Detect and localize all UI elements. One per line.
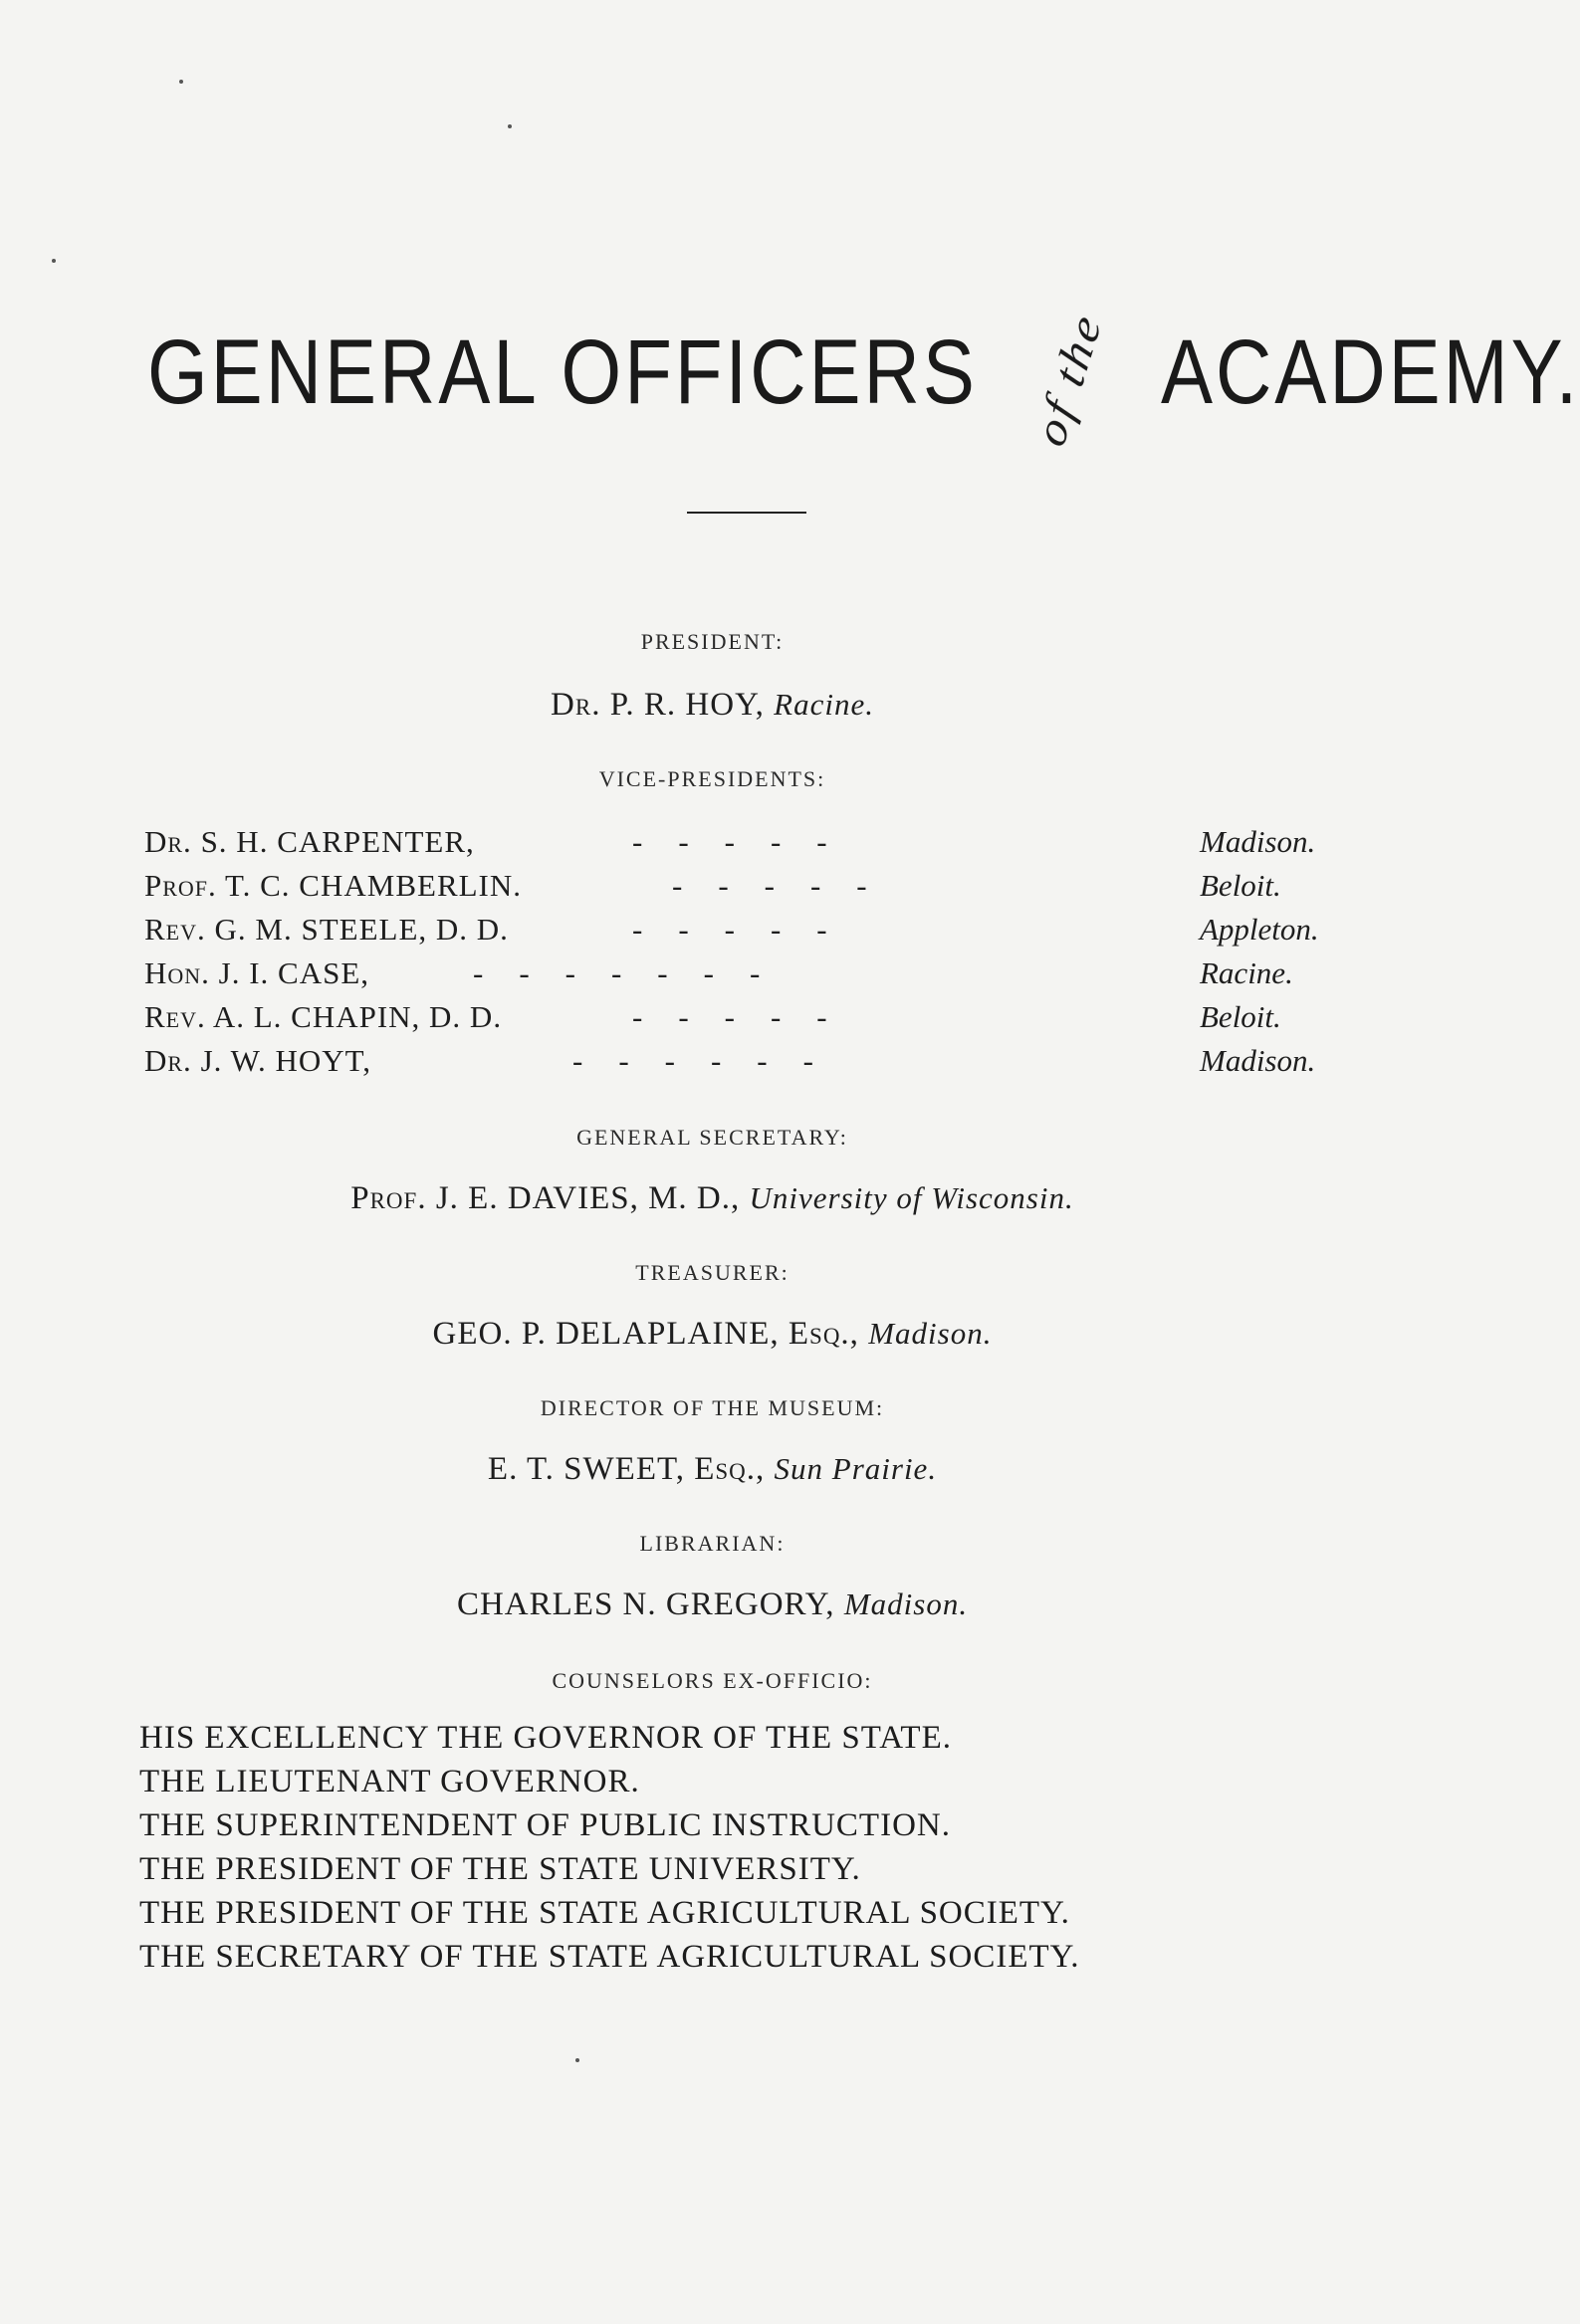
director-heading: DIRECTOR OF THE MUSEUM:: [540, 1395, 885, 1420]
librarian-place: Madison.: [843, 1586, 969, 1621]
vice-president-dashes: - - - - -: [632, 824, 828, 859]
vice-president-dashes: - - - - -: [672, 868, 868, 903]
title-left: GENERAL OFFICERS: [147, 319, 978, 424]
director-line: [0, 1451, 1425, 1488]
title-ornament: of the: [1025, 304, 1112, 454]
title-right: ACADEMY.: [1160, 319, 1580, 424]
vice-president-name: Prof. T. C. CHAMBERLIN.: [144, 868, 523, 903]
treasurer-name: GEO. P. DELAPLAINE,: [432, 1316, 780, 1352]
general-secretary-line: [0, 1180, 1425, 1217]
general-secretary-heading: GENERAL SECRETARY:: [576, 1125, 848, 1150]
vice-president-dashes: - - - - - - -: [473, 955, 762, 990]
vice-president-place: Appleton.: [1200, 912, 1319, 947]
president-prefix: Dr.: [551, 687, 601, 723]
director-name: E. T. SWEET,: [487, 1451, 685, 1487]
counselor-item: HIS EXCELLENCY THE GOVERNOR OF THE STATE.: [139, 1720, 952, 1756]
librarian-name: CHARLES N. GREGORY,: [456, 1586, 835, 1622]
vice-president-name: Rev. G. M. STEELE, D. D.: [144, 912, 509, 947]
counselors-heading: COUNSELORS EX-OFFICIO:: [552, 1668, 873, 1693]
vice-president-dashes: - - - - - -: [572, 1043, 814, 1078]
director-suffix: Esq.,: [694, 1451, 766, 1487]
counselor-item: THE PRESIDENT OF THE STATE UNIVERSITY.: [139, 1851, 861, 1887]
treasurer-line: [0, 1316, 1425, 1353]
vice-president-row: [144, 955, 1329, 999]
treasurer-suffix: Esq.,: [788, 1316, 859, 1352]
vice-president-dashes: - - - - -: [632, 912, 828, 947]
vice-president-place: Racine.: [1200, 955, 1293, 990]
vice-president-name: Hon. J. I. CASE,: [144, 955, 370, 990]
counselor-item: THE SECRETARY OF THE STATE AGRICULTURAL SOCIETY.: [139, 1939, 1080, 1975]
general-secretary-name: J. E. DAVIES, M. D.,: [435, 1180, 741, 1216]
vice-president-row: [144, 868, 1329, 912]
paper-speck: [508, 124, 512, 128]
librarian-heading: LIBRARIAN:: [639, 1531, 786, 1556]
vice-president-place: Madison.: [1200, 1043, 1316, 1078]
paper-speck: [52, 259, 56, 263]
counselor-item: THE PRESIDENT OF THE STATE AGRICULTURAL SOCIETY.: [139, 1895, 1070, 1931]
vice-president-row: [144, 912, 1329, 955]
treasurer-heading: TREASURER:: [635, 1260, 790, 1285]
vice-president-row: [144, 824, 1329, 868]
general-secretary-place: University of Wisconsin.: [749, 1180, 1074, 1215]
general-secretary-prefix: Prof.: [350, 1180, 427, 1216]
vice-president-place: Beloit.: [1200, 999, 1281, 1034]
vice-president-name: Dr. S. H. CARPENTER,: [144, 824, 475, 859]
vice-president-place: Madison.: [1200, 824, 1316, 859]
president-heading: PRESIDENT:: [640, 629, 785, 654]
vice-president-name: Dr. J. W. HOYT,: [144, 1043, 372, 1078]
page-title: [147, 304, 1580, 454]
president-name: P. R. HOY,: [609, 687, 765, 723]
librarian-line: [0, 1586, 1425, 1623]
director-place: Sun Prairie.: [774, 1451, 938, 1486]
president-line: [0, 687, 1425, 724]
vice-president-name: Rev. A. L. CHAPIN, D. D.: [144, 999, 503, 1034]
vice-president-dashes: - - - - -: [632, 999, 828, 1034]
vice-presidents-heading: VICE-PRESIDENTS:: [598, 766, 826, 791]
paper-speck: [179, 80, 183, 84]
vice-president-row: [144, 999, 1329, 1043]
vice-president-place: Beloit.: [1200, 868, 1281, 903]
president-place: Racine.: [774, 687, 874, 722]
vice-president-row: [144, 1043, 1329, 1087]
treasurer-place: Madison.: [868, 1316, 993, 1351]
paper-speck: [575, 2058, 579, 2062]
title-divider: [687, 512, 806, 514]
counselor-item: THE LIEUTENANT GOVERNOR.: [139, 1764, 640, 1799]
counselor-item: THE SUPERINTENDENT OF PUBLIC INSTRUCTION.: [139, 1807, 951, 1843]
